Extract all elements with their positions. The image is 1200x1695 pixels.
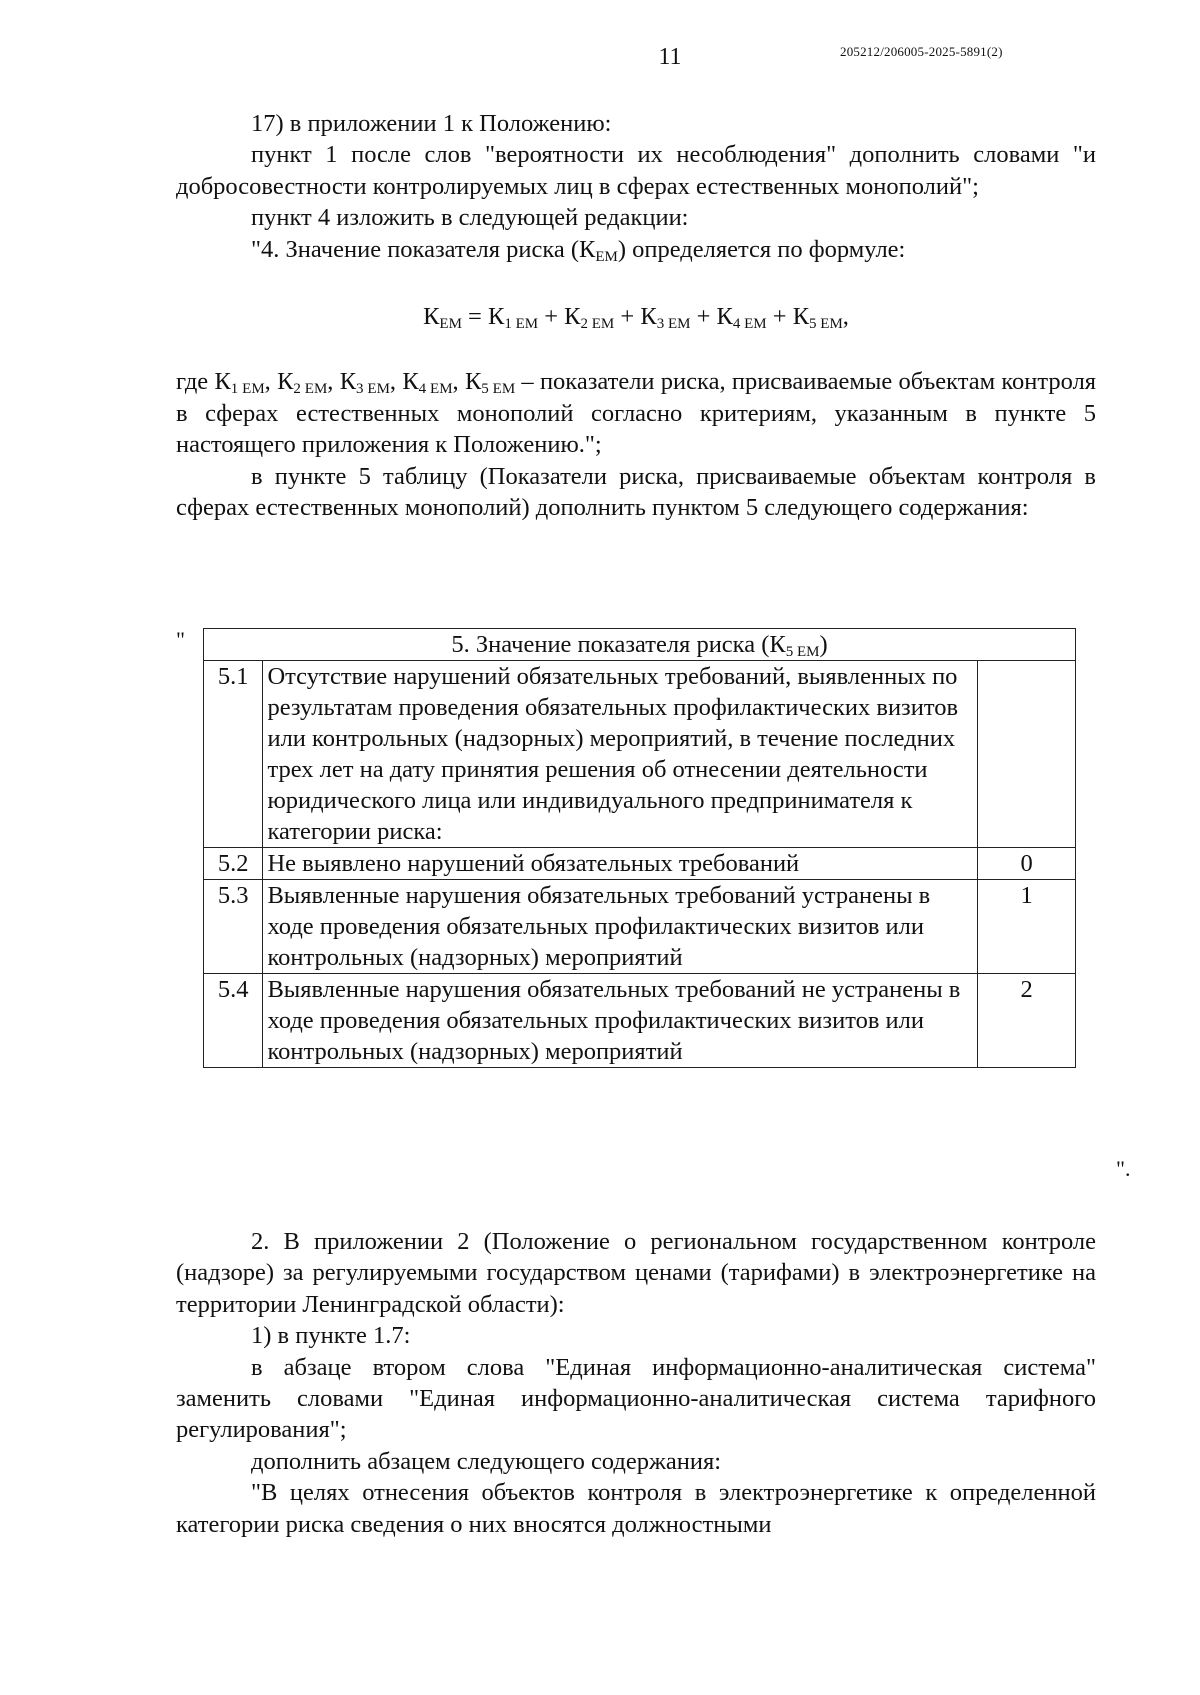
paragraph-point-1: пункт 1 после слов "вероятности их несоблюдения" дополнить словами "и добросовестности контролируемых лиц в сферах естественных монополий"; — [176, 141, 1096, 200]
row-value — [978, 661, 1076, 848]
row-number: 5.3 — [204, 880, 263, 974]
row-text: Не выявлено нарушений обязательных требований — [263, 848, 978, 880]
formula-k: К — [423, 303, 440, 331]
formula-k1: К — [488, 303, 505, 331]
risk-indicator-table — [203, 628, 1076, 1068]
paragraph-point-1-7: 1) в пункте 1.7: — [251, 1322, 411, 1350]
formula-sub-2: 2 ЕМ — [580, 316, 615, 333]
where-k3: К — [339, 368, 357, 396]
page-number: 11 — [658, 44, 682, 70]
table-row — [204, 848, 1076, 880]
formula-equals: = — [461, 303, 488, 331]
paragraph-add-abzats: дополнить абзацем следующего содержания: — [251, 1447, 722, 1475]
quote-close: ". — [1116, 1156, 1131, 1181]
where-sub-1: 1 ЕМ — [230, 381, 265, 398]
row-value: 1 — [978, 880, 1076, 974]
formula-plus: + — [766, 303, 793, 331]
formula-k5: К — [792, 303, 810, 331]
row-text: Отсутствие нарушений обязательных требований, выявленных по результатам проведения обязательных профилактических визитов или контрольных (надзорных) мероприятий, в течение последних трех лет на дату принятия решения об отнесении деятельности юридического лица или индивидуального предпринимателя к категории риска: — [263, 661, 978, 848]
row-value: 0 — [978, 848, 1076, 880]
row-number: 5.1 — [204, 661, 263, 848]
paragraph-table-intro: в пункте 5 таблицу (Показатели риска, присваиваемые объектам контроля в сферах естественных монополий) дополнить пунктом 5 следующего содержания: — [176, 462, 1096, 522]
formula-intro-post: ) определяется по формуле: — [617, 235, 906, 263]
document-id: 205212/206005-2025-5891(2) — [840, 44, 1003, 59]
table-row — [204, 880, 1076, 974]
where-k1: К — [214, 368, 231, 396]
formula-plus: + — [538, 303, 565, 331]
section-2-body — [176, 1226, 1096, 1540]
quote-open: " — [176, 627, 185, 652]
where-sub-2: 2 ЕМ — [293, 381, 328, 398]
formula-plus: + — [614, 303, 641, 331]
risk-formula — [176, 301, 1096, 332]
row-text: Выявленные нарушения обязательных требований устранены в ходе проведения обязательных профилактических визитов или контрольных (надзорных) мероприятий — [263, 880, 978, 974]
where-sep: , — [327, 368, 340, 396]
where-sub-4: 4 ЕМ — [418, 381, 453, 398]
formula-comma: , — [842, 303, 849, 331]
table-row — [204, 974, 1076, 1068]
where-k2: К — [277, 368, 294, 396]
document-body — [176, 108, 1096, 523]
paragraph-item-17: 17) в приложении 1 к Положению: — [251, 110, 612, 137]
formula-k4: К — [716, 303, 733, 331]
table-header-sub: 5 ЕМ — [785, 644, 820, 660]
formula-k3: К — [640, 303, 657, 331]
formula-plus: + — [690, 303, 717, 331]
where-k4: К — [402, 368, 419, 396]
formula-sub-1: 1 ЕМ — [504, 316, 539, 333]
row-number: 5.2 — [204, 848, 263, 880]
where-k5: К — [464, 368, 482, 396]
table-row — [204, 661, 1076, 848]
formula-sub-5: 5 ЕМ — [809, 316, 843, 333]
row-value: 2 — [978, 974, 1076, 1068]
formula-intro-pre: "4. Значение показателя риска (К — [251, 235, 596, 263]
formula-lhs-sub: ЕМ — [439, 316, 462, 333]
paragraph-formula-intro — [176, 234, 1096, 265]
where-post: – показатели риска, присваиваемые объектам контроля в сферах естественных монополий согласно критериям, указанным в пункте 5 настоящего приложения к Положению."; — [176, 368, 1097, 459]
paragraph-new-text: "В целях отнесения объектов контроля в электроэнергетике к определенной категории риска сведения о них вносятся должностными — [176, 1479, 1096, 1538]
table-header-post: ) — [819, 631, 828, 658]
table-header-pre: 5. Значение показателя риска (К — [451, 631, 786, 658]
table-header-cell — [204, 629, 1076, 661]
table-header-row — [204, 629, 1076, 661]
where-sep: , — [264, 368, 278, 396]
formula-k2: К — [564, 303, 581, 331]
where-sep: , — [389, 368, 403, 396]
where-sub-3: 3 ЕМ — [356, 381, 390, 398]
where-sep: , — [452, 368, 465, 396]
formula-sub-4: 4 ЕМ — [732, 316, 767, 333]
paragraph-point-4: пункт 4 изложить в следующей редакции: — [251, 204, 689, 232]
where-sub-5: 5 ЕМ — [481, 381, 516, 398]
row-number: 5.4 — [204, 974, 263, 1068]
where-pre: где — [176, 368, 215, 396]
formula-sub-3: 3 ЕМ — [656, 316, 691, 333]
paragraph-replace-words: в абзаце втором слова "Единая информационно-аналитическая система" заменить словами "Единая информационно-аналитическая система тарифного регулирования"; — [176, 1353, 1096, 1444]
paragraph-section-2: 2. В приложении 2 (Положение о региональном государственном контроле (надзоре) за регулируемыми государством ценами (тарифами) в электроэнергетике на территории Ленинградской области): — [176, 1228, 1096, 1318]
row-text: Выявленные нарушения обязательных требований не устранены в ходе проведения обязательных профилактических визитов или контрольных (надзорных) мероприятий — [263, 974, 978, 1068]
paragraph-where — [176, 366, 1096, 460]
formula-intro-sub: ЕМ — [595, 248, 618, 265]
